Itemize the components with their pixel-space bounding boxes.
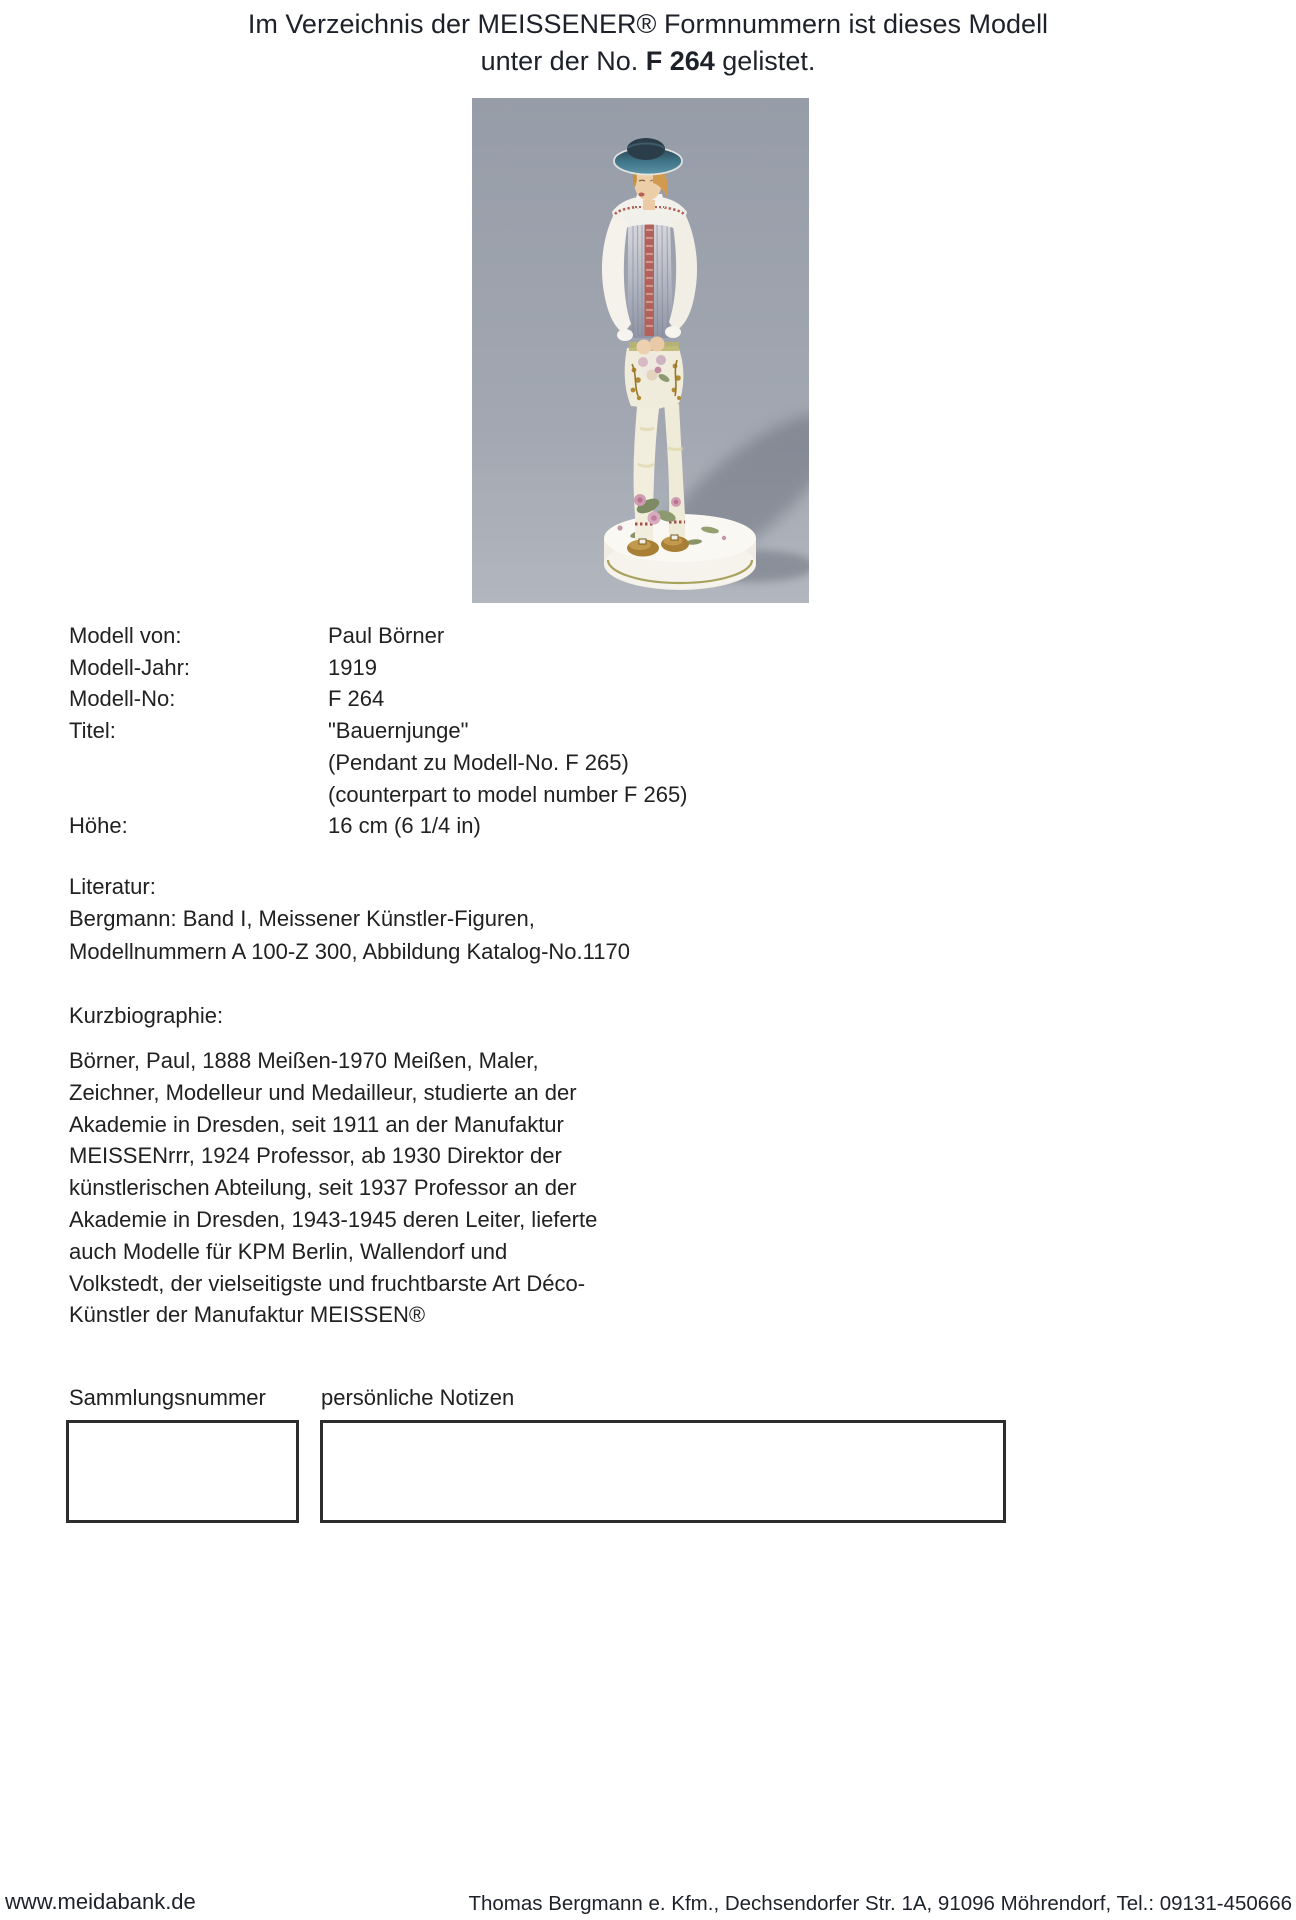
biography-line: Zeichner, Modelleur und Medailleur, studierte an der <box>69 1079 577 1105</box>
detail-value-model-number: F 264 <box>328 686 385 712</box>
biography-line: MEISSENrrr, 1924 Professor, ab 1930 Direktor der <box>69 1143 562 1169</box>
personal-notes-label: persönliche Notizen <box>321 1385 515 1410</box>
biography-line: auch Modelle für KPM Berlin, Wallendorf und <box>69 1238 508 1264</box>
detail-value-title: "Bauernjunge" <box>328 718 469 744</box>
biography-line: Künstler der Manufaktur MEISSEN® <box>69 1302 426 1328</box>
detail-label: Titel: <box>69 718 116 744</box>
collection-number-label: Sammlungsnummer <box>69 1385 266 1410</box>
detail-value-year: 1919 <box>328 654 377 680</box>
page-header <box>0 6 1296 80</box>
detail-label: Modell-No: <box>69 686 176 712</box>
detail-row-model-no <box>69 683 688 715</box>
detail-value-pendant-en: (counterpart to model number F 265) <box>328 781 688 807</box>
detail-label: Modell-Jahr: <box>69 654 191 680</box>
header-line2-prefix: unter der No. <box>480 46 646 76</box>
detail-value-pendant-de: (Pendant zu Modell-No. F 265) <box>328 749 629 775</box>
detail-row-model-jahr <box>69 652 688 684</box>
detail-value-artist: Paul Börner <box>328 623 445 648</box>
model-details <box>69 620 688 842</box>
literature-line: Modellnummern A 100-Z 300, Abbildung Katalog-No.1170 <box>69 938 630 964</box>
detail-row-titel <box>69 715 688 747</box>
biography-line: Volkstedt, der vielseitigste und fruchtbarste Art Déco- <box>69 1270 586 1296</box>
biography-line: künstlerischen Abteilung, seit 1937 Professor an der <box>69 1175 577 1201</box>
detail-value-height: 16 cm (6 1/4 in) <box>328 813 481 839</box>
site-url-link[interactable]: www.meidabank.de <box>5 1889 196 1914</box>
detail-row-hoehe <box>69 810 688 842</box>
literature-line: Bergmann: Band I, Meissener Künstler-Figuren, <box>69 906 535 932</box>
detail-row-pendant <box>69 747 688 779</box>
header-line-2 <box>0 43 1296 80</box>
literature-heading: Literatur: <box>69 874 156 899</box>
footer-contact: Thomas Bergmann e. Kfm., Dechsendorfer Str. 1A, 91096 Möhrendorf, Tel.: 09131-450666 <box>468 1892 1292 1915</box>
collection-number-box[interactable] <box>66 1420 299 1523</box>
header-line-1: Im Verzeichnis der MEISSENER® Formnummern ist dieses Modell <box>247 9 1049 39</box>
literature-section <box>69 871 630 968</box>
detail-label: Höhe: <box>69 813 128 839</box>
figurine-photo <box>472 98 809 603</box>
detail-row-model-von <box>69 620 688 652</box>
header-line2-suffix: gelistet. <box>714 46 816 76</box>
biography-line: Akademie in Dresden, seit 1911 an der Manufaktur <box>69 1111 564 1137</box>
detail-row-counterpart <box>69 779 688 811</box>
detail-label <box>69 747 328 779</box>
biography-heading: Kurzbiographie: <box>69 1003 224 1028</box>
detail-label <box>69 779 328 811</box>
header-model-number: F 264 <box>645 46 715 76</box>
biography-text <box>69 1045 597 1331</box>
personal-notes-box[interactable] <box>320 1420 1006 1523</box>
biography-line: Akademie in Dresden, 1943-1945 deren Leiter, lieferte <box>69 1206 598 1232</box>
biography-line: Börner, Paul, 1888 Meißen-1970 Meißen, Maler, <box>69 1048 539 1073</box>
detail-label: Modell von: <box>69 623 182 648</box>
